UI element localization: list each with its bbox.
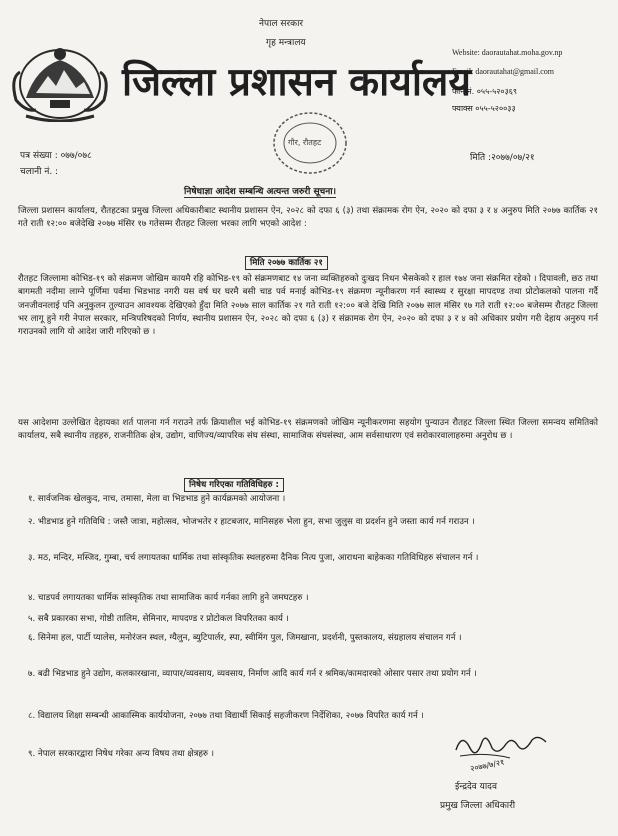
list-item: ८. विद्यालय शिक्षा सम्बन्धी आकास्मिक कार्ययोजना, २०७७ तथा विद्यार्थी सिकाई सहजीकरण निर्देशिका, २०७७ विपरित कार्य गर्न । [28, 711, 424, 721]
phone-number: फोन नं. ०५५-५२०३६९ [452, 87, 518, 96]
signature-date: २०७७/७/२१ [469, 757, 506, 774]
email-address[interactable]: Email: daorautahat@gmail.com [452, 67, 554, 76]
intro-paragraph: जिल्ला प्रशासन कार्यालय, रौतहटका प्रमुख जिल्ला अधिकारीबाट स्थानीय प्रशासन ऐन, २०२८ को दफा ६ (३) तथा संक्रामक रोग ऐन, २०२० को दफा ३ र ४ अनुरुप मिति २०७७ कार्तिक २१ गते राती १२:०० बजेदेखि २०७७ मंसिर १७ गतेसम्म रौतहट जिल्ला भरका लागि भएको आदेश : [18, 206, 598, 230]
list-item: ९. नेपाल सरकारद्वारा निषेध गरेका अन्य विषय तथा क्षेत्रहरु । [28, 749, 215, 759]
officer-name: ईन्द्रदेव यादव [455, 782, 497, 792]
notice-title: निषेधाज्ञा आदेश सम्बन्धि अत्यन्त जरुरी सूचना। [184, 184, 336, 198]
body-paragraph: रौतहट जिल्लामा कोभिड-१९ को संक्रमण जोखिम कायमै रहि कोभिड-१९ को संक्रमणबाट १४ जना व्यक्तिहरुको दुःखद निधन भैसकेको र हाल १७४ जना संक्रमित रहेको । दिपावली, छठ तथा बागमती नदीमा लाग्ने पूर्णिमा पर्वमा भिडभाड नगरी यस वर्ष घर घरमै बसी चाड पर्व मनाई कोभिड-१९ संक्रमण न्यूनीकरण गर्न स्वास्थ्य र सुरक्षा मापदण्ड तथा प्रोटोकलको पालना गर्दै जनजीवनलाई पनि अनुकुलन तुल्याउन आवश्यक देखिएको हुँदा मिति २०७७ साल कार्तिक २१ गते राती १२:०० बजे देखि मिति २०७७ साल मंसिर १७ गते राती १२:०० बजेसम्म रौतहट जिल्ला भर लागू हुने गरी नेपाल सरकार, मन्त्रिपरिषदको निर्णय, स्थानीय प्रशासन ऐन, २०२८ को दफा ६ (३) र संक्रामक रोग ऐन, २०२० को दफा ३ र ४ को अधिकार प्रयोग गरी देहाय अनुरुप गर्न गराउनको लागि यो आदेश जारी गरिएको छ । [18, 274, 598, 338]
office-stamp [270, 108, 350, 178]
appeal-paragraph: यस आदेशमा उल्लेखित देहायका शर्त पालना गर्न गराउने तर्फ क्रियाशील भई कोभिड-१९ संक्रमणको जोखिम न्यूनीकरणमा सहयोग पुन्याउन रौतहट जिल्ला स्थित जिल्ला समन्वय समितिको कार्यालय, सबै स्थानीय तहहरु, राजनीतिक क्षेत्र, उद्योग, वाणिज्य/व्यापरिक संघ संस्था, सामाजिक संघसंस्था, आम सर्वसाधारण एवं सरोकारवालाहरुमा अनुरोध छ । [18, 418, 599, 442]
dispatch-number: चलानी नं. : [20, 167, 59, 177]
list-item: ३. मठ, मन्दिर, मस्जिद, गुम्बा, चर्च लगायतका धार्मिक तथा सांस्कृतिक स्थलहरुमा दैनिक नित्य पुजा, आराधना बाहेकका गतिविधिहरु संचालन गर्न । [28, 553, 479, 563]
office-title: जिल्ला प्रशासन कार्यालय [122, 59, 471, 105]
letter-number: पत्र संख्या : ०७७/०७८ [20, 151, 92, 161]
nepal-emblem-icon [6, 38, 114, 122]
fax-number: फ्याक्स ०५५-५२००३३ [452, 104, 516, 113]
ministry-name: गृह मन्त्रालय [266, 38, 306, 48]
government-name: नेपाल सरकार [259, 19, 304, 29]
stamp-text: गौर, रौतहट [288, 138, 322, 147]
prohibited-heading: निषेध गरिएका गतिविधिहरु : [184, 478, 284, 492]
list-item: ७. बढी भिडभाड हुने उद्योग, कलकारखाना, व्यापार/व्यवसाय, व्यवसाय, निर्माण आदि कार्य गर्न र श्रमिक/कामदारको ओसार पसार तथा प्रयोग गर्न । [28, 669, 477, 679]
list-item: ५. सबै प्रकारका सभा, गोष्ठी तालिम, सेमिनार, मापदण्ड र प्रोटोकल विपरितका कार्य । [28, 614, 289, 624]
list-item: ६. सिनेमा हल, पार्टी प्यालेस, मनोरंजन स्थल, ग्यैलुन, ब्युटिपार्लर, स्पा, स्वीमिंग पुल, जिमखाना, प्रदर्शनी, पुस्तकालय, संग्रहालय संचालन गर्न । [28, 633, 462, 643]
date-heading: मिति २०७७ कार्तिक २१ [245, 256, 328, 270]
letter-date: मिति :२०७७/०७/२१ [470, 153, 535, 163]
list-item: १. सार्वजनिक खेलकुद, नाच, तमासा, मेला वा भिडभाड हुने कार्यक्रमको आयोजना । [28, 494, 286, 504]
officer-designation: प्रमुख जिल्ला अधिकारी [440, 801, 516, 811]
list-item: ४. चाडपर्व लगायतका धार्मिक सांस्कृतिक तथा सामाजिक कार्य गर्नका लागि हुने जमघटहरु । [28, 593, 309, 603]
website-link[interactable]: Website: daorautahat.moha.gov.np [452, 48, 563, 57]
list-item: २. भीडभाड हुने गतिविधि : जस्तै जात्रा, महोत्सव, भोजभतेर र हाटबजार, मानिसहरु भेला हुन, सभा जुलुस वा प्रदर्शन हुने जस्ता कार्य गर्न गराउन । [28, 517, 475, 527]
